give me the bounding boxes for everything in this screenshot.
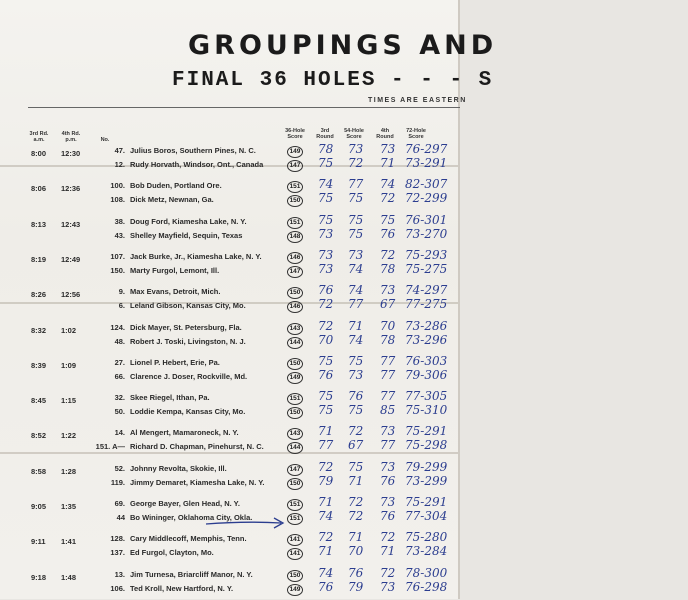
round4-tee-time: 1:35 bbox=[61, 502, 77, 511]
score-54-hole: 79 bbox=[348, 579, 364, 594]
score-3rd-round: 72 bbox=[318, 318, 334, 333]
round3-tee-time: 9:18 bbox=[31, 572, 47, 582]
score-54-hole: 70 bbox=[348, 544, 364, 559]
score-3rd-round: 73 bbox=[318, 226, 334, 241]
player-name: Loddie Kempa, Kansas City, Mo. bbox=[130, 407, 246, 417]
score-36-hole: 141 bbox=[287, 534, 303, 546]
score-4th-round: 76 bbox=[380, 509, 396, 523]
header-36-hole-score: 36-Hole Score bbox=[285, 128, 305, 140]
player-number: 13. bbox=[114, 569, 125, 579]
header-round4-time: 4th Rd. p.m. bbox=[61, 131, 81, 143]
player-name: Johnny Revolta, Skokie, Ill. bbox=[130, 463, 227, 473]
round3-tee-time: 9:05 bbox=[31, 502, 47, 511]
score-72-hole: 77-304 bbox=[405, 509, 448, 523]
score-3rd-round: 76 bbox=[318, 579, 334, 594]
score-36-hole: 151 bbox=[287, 217, 303, 229]
round3-tee-time: 8:52 bbox=[31, 431, 47, 441]
score-3rd-round: 74 bbox=[318, 177, 334, 192]
score-54-hole: 73 bbox=[348, 367, 364, 382]
score-3rd-round: 75 bbox=[318, 212, 334, 227]
round4-tee-time: 1:28 bbox=[61, 466, 77, 476]
round3-tee-time: 8:26 bbox=[31, 290, 47, 300]
player-number: 32. bbox=[114, 393, 125, 403]
round4-tee-time: 12:30 bbox=[61, 149, 81, 158]
score-54-hole: 74 bbox=[348, 332, 364, 347]
score-36-hole: 141 bbox=[287, 548, 303, 560]
score-54-hole: 75 bbox=[348, 459, 364, 474]
score-72-hole: 76-298 bbox=[405, 579, 448, 594]
score-54-hole: 71 bbox=[348, 473, 364, 488]
group-row bbox=[0, 212, 458, 247]
score-72-hole: 75-275 bbox=[405, 261, 448, 276]
score-72-hole: 75-298 bbox=[405, 438, 448, 453]
score-3rd-round: 73 bbox=[318, 247, 334, 262]
score-3rd-round: 76 bbox=[318, 367, 334, 382]
round3-tee-time: 9:11 bbox=[31, 537, 46, 547]
page-subtitle: FINAL 36 HOLES - - - S bbox=[172, 69, 494, 92]
score-4th-round: 73 bbox=[380, 283, 396, 298]
score-3rd-round: 71 bbox=[318, 424, 334, 439]
round3-tee-time: 8:58 bbox=[31, 466, 47, 476]
score-54-hole: 75 bbox=[348, 353, 364, 368]
player-number: 128. bbox=[110, 534, 125, 544]
player-name: Jim Turnesa, Briarcliff Manor, N. Y. bbox=[130, 569, 253, 579]
header-rule bbox=[28, 107, 460, 108]
score-3rd-round: 75 bbox=[318, 403, 334, 418]
score-72-hole: 77-275 bbox=[405, 297, 448, 312]
score-54-hole: 77 bbox=[348, 297, 364, 312]
header-54-hole-score: 54-Hole Score bbox=[344, 128, 364, 140]
score-54-hole: 75 bbox=[348, 403, 364, 418]
player-number: 47. bbox=[114, 146, 125, 155]
score-4th-round: 71 bbox=[380, 544, 396, 559]
score-3rd-round: 74 bbox=[318, 565, 334, 580]
score-36-hole: 147 bbox=[287, 464, 303, 476]
player-number: 107. bbox=[110, 251, 125, 261]
score-36-hole: 150 bbox=[287, 407, 303, 419]
round4-tee-time: 1:15 bbox=[61, 396, 77, 406]
player-number: 48. bbox=[114, 336, 125, 346]
player-number: 38. bbox=[114, 216, 125, 226]
header-round3-time: 3rd Rd. a.m. bbox=[29, 131, 49, 143]
round4-tee-time: 12:36 bbox=[61, 184, 81, 194]
handwritten-arrow-icon bbox=[205, 517, 287, 529]
player-number: 100. bbox=[110, 181, 125, 191]
player-name: Ed Furgol, Clayton, Mo. bbox=[130, 548, 214, 558]
player-name: Jimmy Demaret, Kiamesha Lake, N. Y. bbox=[130, 477, 265, 487]
score-36-hole: 143 bbox=[287, 428, 303, 440]
round4-tee-time: 1:22 bbox=[61, 431, 77, 441]
score-4th-round: 73 bbox=[380, 495, 396, 509]
group-row bbox=[0, 283, 458, 317]
player-name: Bo Wininger, Oklahoma City, Okla. bbox=[130, 513, 253, 522]
score-36-hole: 143 bbox=[287, 323, 303, 335]
score-4th-round: 72 bbox=[380, 191, 396, 206]
score-36-hole: 150 bbox=[287, 358, 303, 370]
score-36-hole: 151 bbox=[287, 181, 303, 193]
score-54-hole: 76 bbox=[348, 565, 364, 580]
score-3rd-round: 75 bbox=[318, 191, 334, 206]
player-name: Clarence J. Doser, Rockville, Md. bbox=[130, 371, 248, 381]
score-36-hole: 151 bbox=[287, 513, 303, 525]
player-number: 50. bbox=[114, 407, 125, 417]
score-54-hole: 72 bbox=[348, 495, 364, 509]
score-3rd-round: 75 bbox=[318, 156, 334, 170]
player-number: 137. bbox=[110, 548, 125, 558]
score-36-hole: 147 bbox=[287, 266, 303, 278]
score-4th-round: 77 bbox=[380, 367, 396, 382]
group-row bbox=[0, 247, 458, 282]
score-72-hole: 75-280 bbox=[405, 530, 448, 545]
score-4th-round: 73 bbox=[380, 459, 396, 474]
score-72-hole: 75-291 bbox=[405, 424, 448, 439]
score-4th-round: 76 bbox=[380, 473, 396, 488]
player-name: Lionel P. Hebert, Erie, Pa. bbox=[130, 357, 220, 367]
score-54-hole: 75 bbox=[348, 212, 364, 227]
player-name: Dick Metz, Newnan, Ga. bbox=[130, 195, 214, 205]
player-name: Skee Riegel, Ithan, Pa. bbox=[130, 393, 210, 403]
score-3rd-round: 72 bbox=[318, 459, 334, 474]
round4-tee-time: 12:56 bbox=[61, 290, 81, 300]
player-name: Shelley Mayfield, Sequin, Texas bbox=[130, 230, 243, 240]
player-name: Julius Boros, Southern Pines, N. C. bbox=[130, 146, 256, 155]
score-3rd-round: 71 bbox=[318, 495, 334, 509]
score-54-hole: 74 bbox=[348, 283, 364, 298]
header-player-number: No. bbox=[100, 137, 110, 143]
score-72-hole: 75-310 bbox=[405, 403, 448, 418]
round3-tee-time: 8:39 bbox=[31, 360, 47, 370]
score-72-hole: 73-291 bbox=[405, 156, 448, 170]
score-72-hole: 73-270 bbox=[405, 226, 448, 241]
score-72-hole: 73-286 bbox=[405, 318, 448, 333]
player-name: Rudy Horvath, Windsor, Ont., Canada bbox=[130, 160, 264, 169]
score-3rd-round: 75 bbox=[318, 389, 334, 404]
player-number: 119. bbox=[110, 477, 125, 487]
score-36-hole: 150 bbox=[287, 570, 303, 582]
score-36-hole: 149 bbox=[287, 146, 303, 158]
group-row bbox=[0, 459, 458, 494]
score-4th-round: 75 bbox=[380, 212, 396, 227]
time-zone-note: TIMES ARE EASTERN bbox=[368, 97, 467, 104]
score-36-hole: 144 bbox=[287, 442, 303, 454]
score-3rd-round: 70 bbox=[318, 332, 334, 347]
score-72-hole: 78-300 bbox=[405, 565, 448, 580]
score-4th-round: 72 bbox=[380, 565, 396, 580]
score-72-hole: 79-299 bbox=[405, 459, 448, 474]
score-72-hole: 76-297 bbox=[405, 142, 448, 156]
score-54-hole: 73 bbox=[348, 142, 364, 156]
player-number: 124. bbox=[110, 322, 125, 332]
group-row bbox=[0, 142, 458, 176]
player-number: 43. bbox=[114, 230, 125, 240]
score-72-hole: 75-291 bbox=[405, 495, 448, 509]
score-36-hole: 150 bbox=[287, 478, 303, 490]
score-54-hole: 74 bbox=[348, 261, 364, 276]
player-name: Marty Furgol, Lemont, Ill. bbox=[130, 265, 220, 275]
header-4th-round: 4th Round bbox=[376, 128, 394, 140]
score-3rd-round: 76 bbox=[318, 283, 334, 298]
round3-tee-time: 8:06 bbox=[31, 184, 47, 194]
player-name: Doug Ford, Kiamesha Lake, N. Y. bbox=[130, 216, 247, 226]
player-name: Leland Gibson, Kansas City, Mo. bbox=[130, 301, 246, 311]
score-36-hole: 146 bbox=[287, 252, 303, 264]
header-3rd-round: 3rd Round bbox=[316, 128, 334, 140]
group-row bbox=[0, 389, 458, 423]
score-54-hole: 71 bbox=[348, 318, 364, 333]
player-name: Max Evans, Detroit, Mich. bbox=[130, 287, 221, 297]
player-number: 108. bbox=[110, 195, 125, 205]
player-number: 44 bbox=[116, 513, 125, 522]
player-number: 52. bbox=[114, 463, 125, 473]
score-72-hole: 72-299 bbox=[405, 191, 448, 206]
score-4th-round: 67 bbox=[380, 297, 396, 312]
player-number: 66. bbox=[114, 371, 125, 381]
score-4th-round: 73 bbox=[380, 142, 396, 156]
score-4th-round: 73 bbox=[380, 424, 396, 439]
score-36-hole: 146 bbox=[287, 301, 303, 313]
score-72-hole: 73-284 bbox=[405, 544, 448, 559]
score-3rd-round: 74 bbox=[318, 509, 334, 523]
score-3rd-round: 72 bbox=[318, 530, 334, 545]
page-title: GROUPINGS AND bbox=[188, 30, 498, 61]
player-name: Jack Burke, Jr., Kiamesha Lake, N. Y. bbox=[130, 251, 262, 261]
group-row bbox=[0, 424, 458, 458]
header-72-hole-score: 72-Hole Score bbox=[406, 128, 426, 140]
score-4th-round: 76 bbox=[380, 226, 396, 241]
score-4th-round: 73 bbox=[380, 579, 396, 594]
score-54-hole: 72 bbox=[348, 509, 364, 523]
round4-tee-time: 1:02 bbox=[61, 325, 77, 335]
round4-tee-time: 1:09 bbox=[61, 360, 77, 370]
score-36-hole: 151 bbox=[287, 499, 303, 511]
score-4th-round: 70 bbox=[380, 318, 396, 333]
score-3rd-round: 79 bbox=[318, 473, 334, 488]
score-4th-round: 77 bbox=[380, 438, 396, 453]
score-3rd-round: 77 bbox=[318, 438, 334, 453]
score-54-hole: 72 bbox=[348, 424, 364, 439]
player-number: 9. bbox=[118, 287, 125, 297]
score-72-hole: 73-296 bbox=[405, 332, 448, 347]
score-36-hole: 147 bbox=[287, 160, 303, 172]
score-36-hole: 151 bbox=[287, 393, 303, 405]
player-name: Al Mengert, Mamaroneck, N. Y. bbox=[130, 428, 239, 438]
group-row bbox=[0, 565, 458, 600]
score-54-hole: 77 bbox=[348, 177, 364, 192]
score-4th-round: 78 bbox=[380, 261, 396, 276]
score-72-hole: 77-305 bbox=[405, 389, 448, 404]
player-number: 6. bbox=[118, 301, 125, 311]
score-36-hole: 150 bbox=[287, 195, 303, 207]
score-54-hole: 71 bbox=[348, 530, 364, 545]
score-4th-round: 77 bbox=[380, 353, 396, 368]
round4-tee-time: 12:49 bbox=[61, 254, 81, 264]
score-4th-round: 72 bbox=[380, 530, 396, 545]
score-4th-round: 77 bbox=[380, 389, 396, 404]
player-name: Ted Kroll, New Hartford, N. Y. bbox=[130, 583, 234, 593]
group-row bbox=[0, 353, 458, 388]
round4-tee-time: 1:41 bbox=[61, 537, 77, 547]
player-number: 150. bbox=[110, 265, 125, 275]
score-54-hole: 75 bbox=[348, 191, 364, 206]
score-72-hole: 75-293 bbox=[405, 247, 448, 262]
player-name: Dick Mayer, St. Petersburg, Fla. bbox=[130, 322, 242, 332]
player-number: 27. bbox=[114, 357, 125, 367]
round3-tee-time: 8:32 bbox=[31, 325, 47, 335]
player-name: George Bayer, Glen Head, N. Y. bbox=[130, 499, 240, 508]
player-number: 151. A— bbox=[95, 442, 125, 452]
player-name: Robert J. Toski, Livingston, N. J. bbox=[130, 336, 246, 346]
player-name: Bob Duden, Portland Ore. bbox=[130, 181, 222, 191]
score-4th-round: 72 bbox=[380, 247, 396, 262]
player-number: 106. bbox=[110, 583, 125, 593]
score-72-hole: 76-301 bbox=[405, 212, 448, 227]
score-4th-round: 71 bbox=[380, 156, 396, 170]
score-3rd-round: 73 bbox=[318, 261, 334, 276]
score-54-hole: 76 bbox=[348, 389, 364, 404]
group-row bbox=[0, 530, 458, 564]
round3-tee-time: 8:19 bbox=[31, 254, 47, 264]
score-4th-round: 74 bbox=[380, 177, 396, 192]
score-3rd-round: 75 bbox=[318, 353, 334, 368]
score-3rd-round: 78 bbox=[318, 142, 334, 156]
score-72-hole: 82-307 bbox=[405, 177, 448, 192]
score-3rd-round: 71 bbox=[318, 544, 334, 559]
score-72-hole: 76-303 bbox=[405, 353, 448, 368]
player-name: Cary Middlecoff, Memphis, Tenn. bbox=[130, 534, 247, 544]
score-72-hole: 79-306 bbox=[405, 367, 448, 382]
player-name: Richard D. Chapman, Pinehurst, N. C. bbox=[130, 442, 264, 452]
score-72-hole: 74-297 bbox=[405, 283, 448, 298]
score-36-hole: 144 bbox=[287, 337, 303, 349]
score-36-hole: 149 bbox=[287, 584, 303, 596]
score-4th-round: 78 bbox=[380, 332, 396, 347]
score-36-hole: 148 bbox=[287, 231, 303, 243]
score-4th-round: 85 bbox=[380, 403, 396, 418]
player-number: 14. bbox=[114, 428, 125, 438]
score-36-hole: 150 bbox=[287, 287, 303, 299]
score-54-hole: 72 bbox=[348, 156, 364, 170]
round3-tee-time: 8:00 bbox=[31, 149, 47, 158]
round3-tee-time: 8:45 bbox=[31, 396, 47, 406]
player-number: 12. bbox=[114, 160, 125, 169]
round3-tee-time: 8:13 bbox=[31, 219, 47, 229]
score-3rd-round: 72 bbox=[318, 297, 334, 312]
group-row bbox=[0, 318, 458, 353]
score-54-hole: 73 bbox=[348, 247, 364, 262]
score-36-hole: 149 bbox=[287, 372, 303, 384]
score-72-hole: 73-299 bbox=[405, 473, 448, 488]
player-number: 69. bbox=[114, 499, 125, 508]
round4-tee-time: 1:48 bbox=[61, 572, 77, 582]
round4-tee-time: 12:43 bbox=[61, 219, 81, 229]
score-54-hole: 75 bbox=[348, 226, 364, 241]
group-row bbox=[0, 177, 458, 211]
score-54-hole: 67 bbox=[348, 438, 364, 453]
